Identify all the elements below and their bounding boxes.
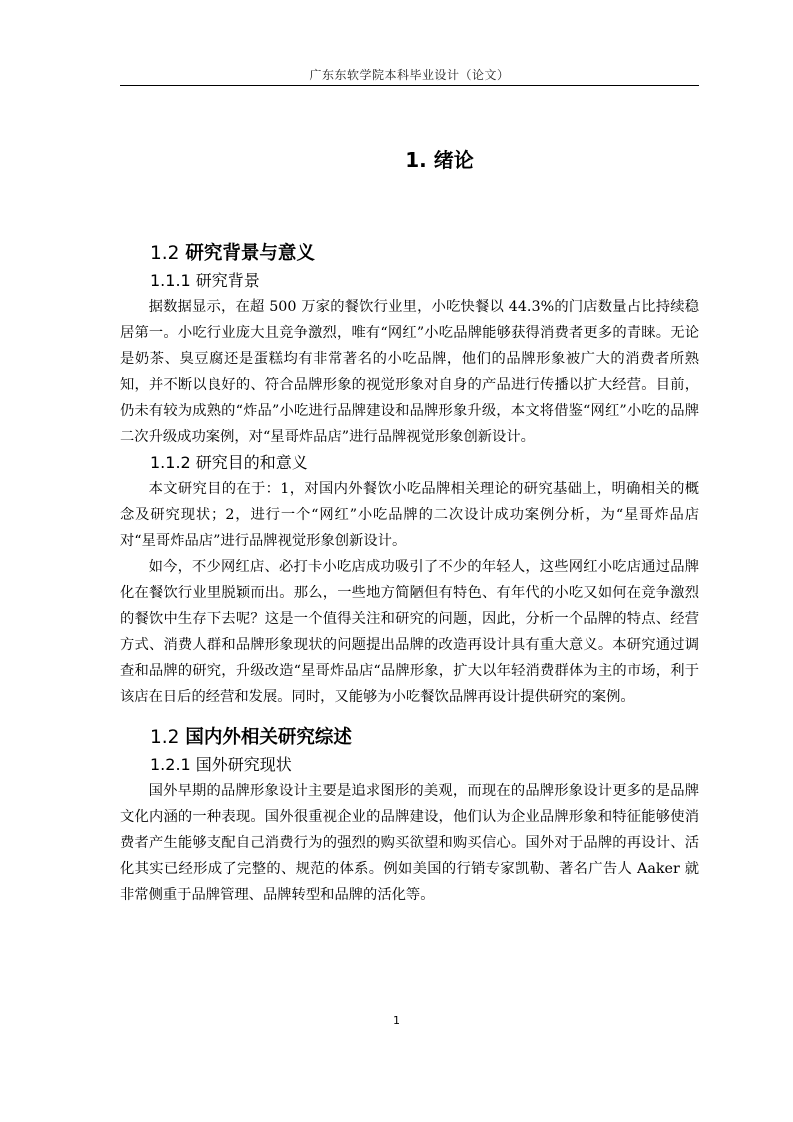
running-header: 广东东软学院本科毕业设计（论文） [309,68,510,82]
section-number: 1.2 [150,727,180,748]
paragraph: 如今，不少网红店、必打卡小吃店成功吸引了不少的年轻人，这些网红小吃店通过品牌化在餐饮行业里脱颖而出。那么，一些地方简陋但有特色、有年代的小吃又如何在竞争激烈的餐饮中生存下去呢？这是一个值得关注和研究的问题，因此，分析一个品牌的特点、经营方式、消费人群和品牌形象现状的问题提出品牌的改造再设计具有重大意义。本研究通过调查和品牌的研究，升级改造“星哥炸品店“品牌形象，扩大以年轻消费群体为主的市场，利于该店在日后的经营和发展。同时，又能够为小吃餐饮品牌再设计提供研究的案例。 [120,559,699,705]
subsection-heading-research-background: 1.1.1 研究背景 [150,271,260,290]
paragraph: 本文研究目的在于：1，对国内外餐饮小吃品牌相关理论的研究基础上，明确相关的概念及研究现状；2，进行一个“网红”小吃品牌的二次设计成功案例分析，为“星哥炸品店对“星哥炸品店”进行品牌视觉形象创新设计。 [120,481,699,549]
section-heading-literature-review [150,724,699,752]
section-title: 国内外相关研究综述 [185,727,352,748]
paragraph: 国外早期的品牌形象设计主要是追求图形的美观，而现在的品牌形象设计更多的是品牌文化内涵的一种表现。国外很重视企业的品牌建设，他们认为企业品牌形象和特征能够使消费者产生能够支配自己消费行为的强烈的购买欲望和购买信心。国外对于品牌的再设计、活化其实已经形成了完整的、规范的体系。例如美国的行销专家凯勒、著名广告人 Aaker 就非常侧重于品牌管理、品牌转型和品牌的活化等。 [120,783,699,903]
section-number: 1.2 [150,243,180,264]
subsection-heading-foreign-research: 1.2.1 国外研究现状 [150,755,292,774]
paragraph: 据数据显示，在超 500 万家的餐饮行业里，小吃快餐以 44.3%的门店数量占比持续稳居第一。小吃行业庞大且竞争激烈，唯有“网红”小吃品牌能够获得消费者更多的青睐。无论是奶茶、臭豆腐还是蛋糕均有非常著名的小吃品牌，他们的品牌形象被广大的消费者所熟知，并不断以良好的、符合品牌形象的视觉形象对自身的产品进行传播以扩大经营。目前，仍未有较为成熟的“炸品”小吃进行品牌建设和品牌形象升级，本文将借鉴“网红”小吃的品牌二次升级成功案例，对“星哥炸品店”进行品牌视觉形象创新设计。 [120,299,699,445]
body-content [120,240,699,908]
header-rule [120,85,699,86]
section-title: 研究背景与意义 [185,243,315,264]
section-spacer [150,710,699,724]
section-heading-background [150,240,699,268]
subsection-heading-research-purpose: 1.1.2 研究目的和意义 [150,453,308,472]
chapter-title: 1. 绪论 [405,148,474,172]
page-number: 1 [393,1014,400,1027]
